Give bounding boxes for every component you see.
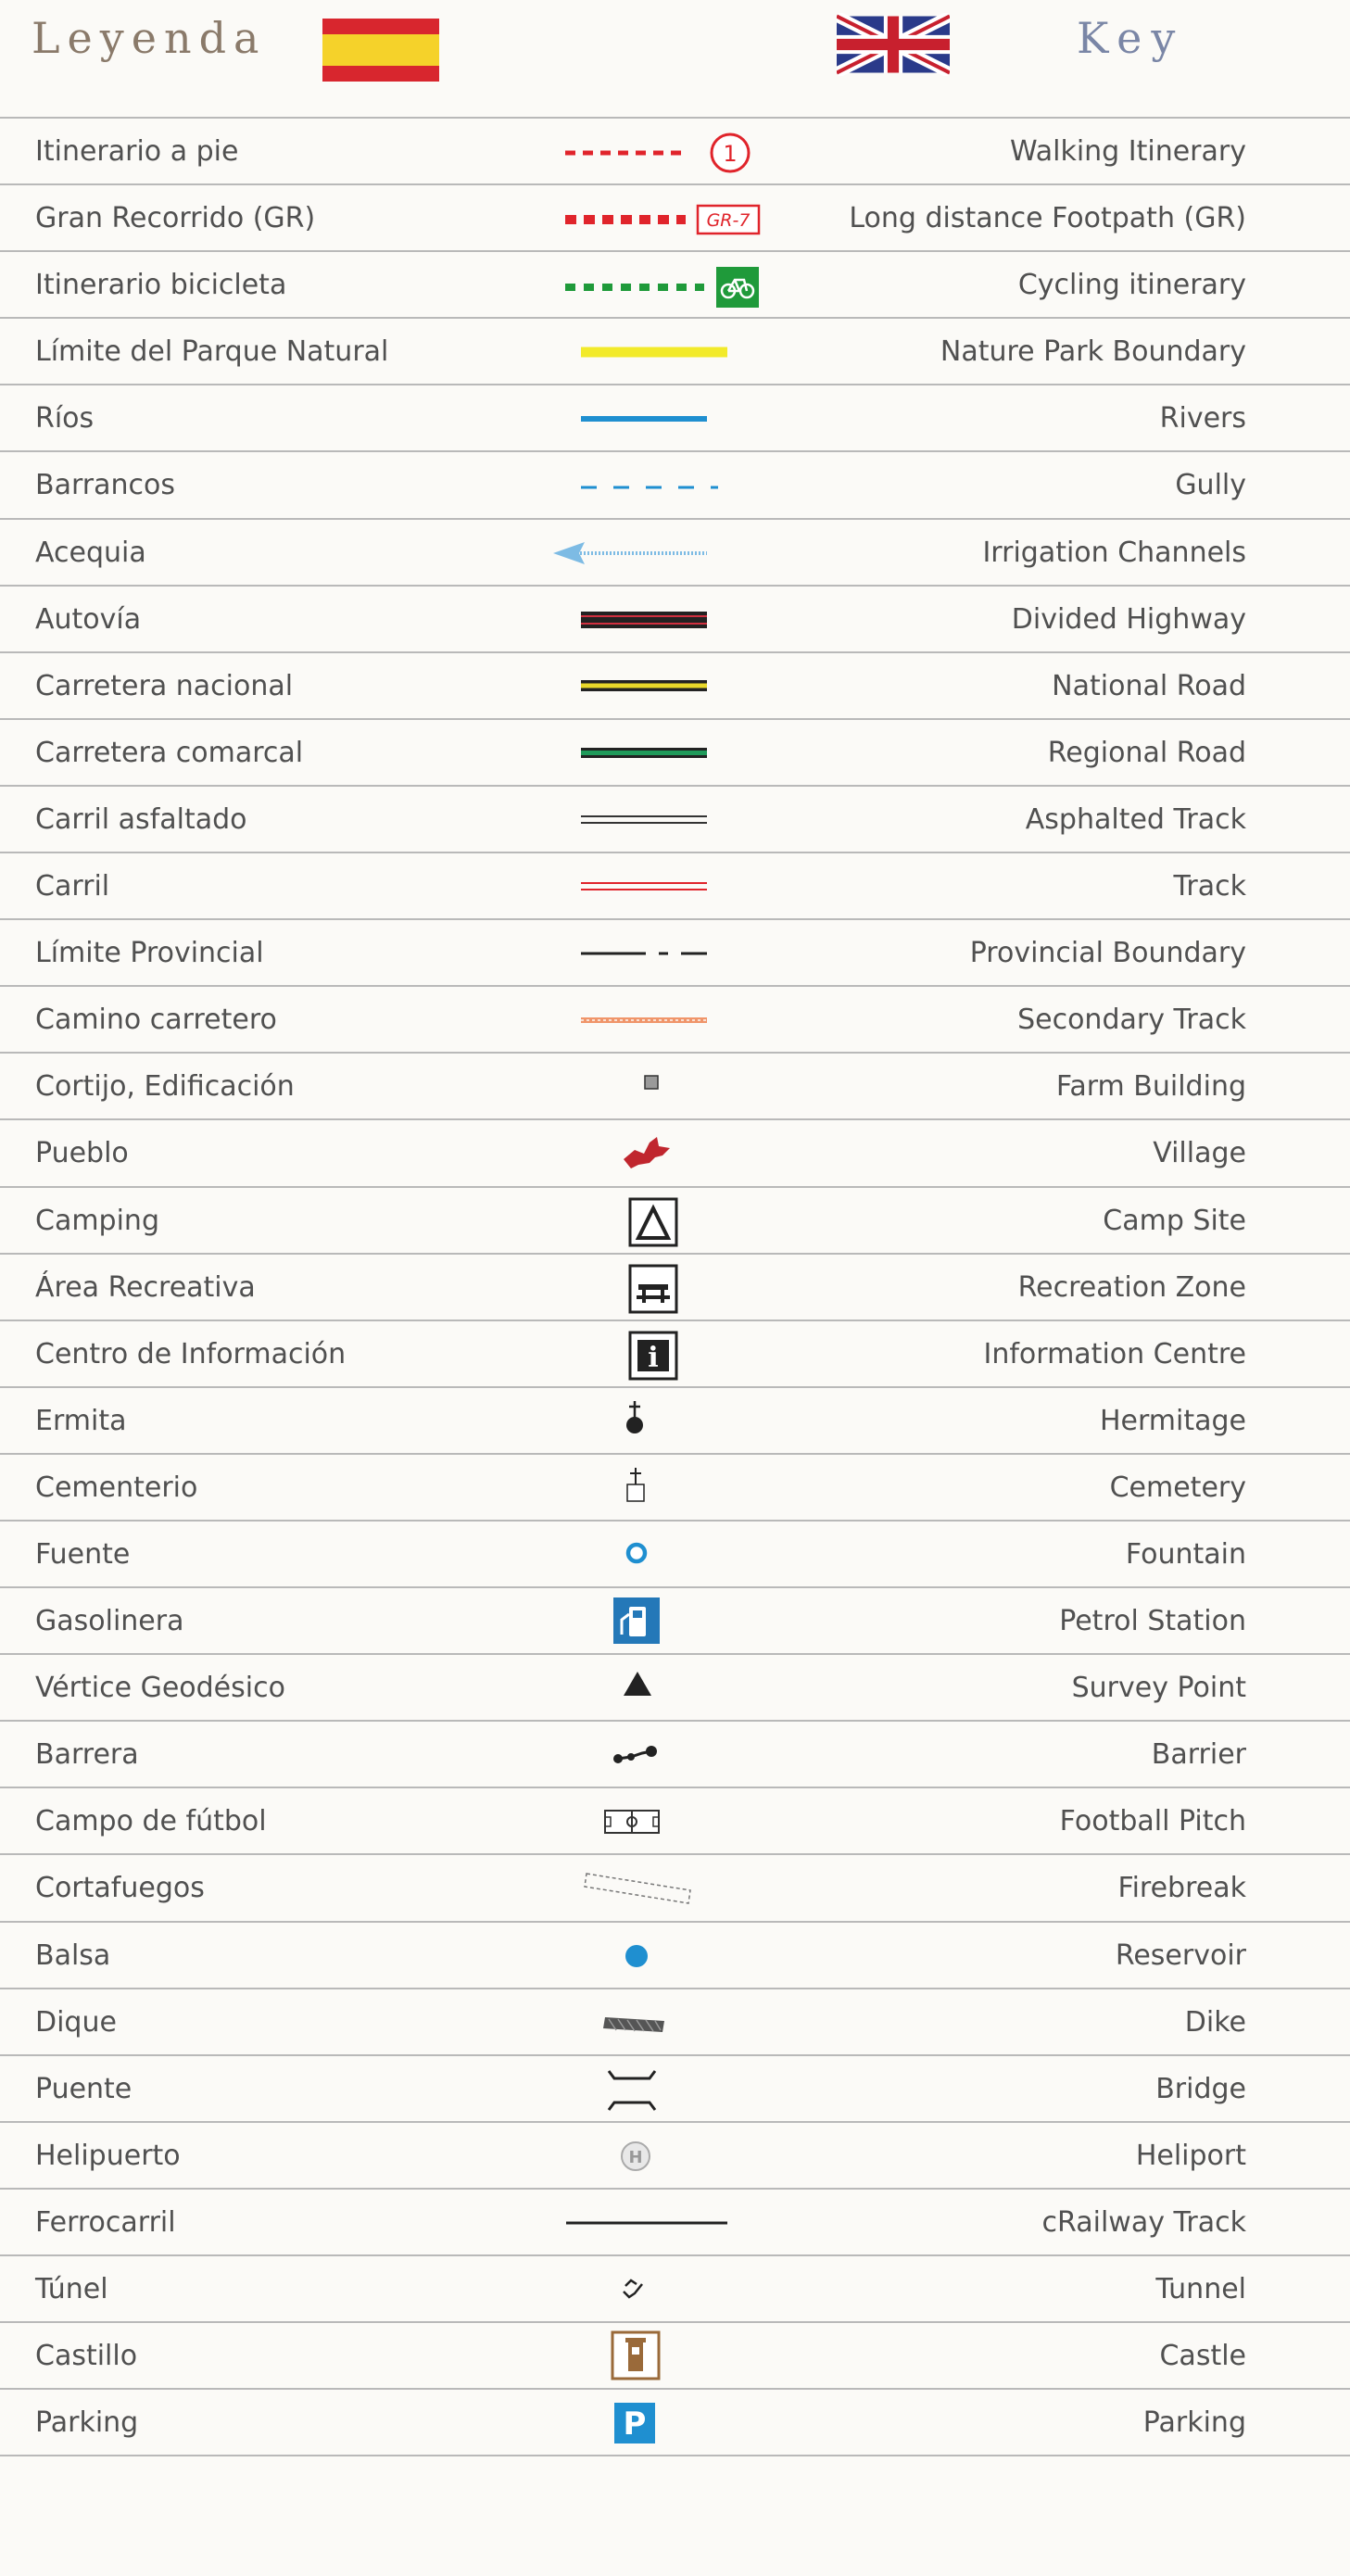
village-icon — [542, 1120, 764, 1185]
track-icon — [542, 853, 764, 918]
legend-row — [0, 185, 1350, 252]
legend-row — [0, 1989, 1350, 2056]
label-es: Puente — [35, 2072, 132, 2105]
label-es: Ríos — [35, 402, 95, 436]
petrol-station-icon — [542, 1588, 764, 1653]
legend-row — [0, 319, 1350, 385]
legend-row — [0, 1655, 1350, 1722]
label-es: Vértice Geodésico — [35, 1672, 285, 1705]
label-en: Barrier — [1151, 1738, 1246, 1772]
legend-row — [0, 2190, 1350, 2256]
legend-row — [0, 987, 1350, 1054]
label-en: Regional Road — [1047, 736, 1246, 769]
label-en: Recreation Zone — [1017, 1270, 1246, 1304]
legend-header — [0, 0, 1350, 117]
legend-row — [0, 2056, 1350, 2123]
heliport-letter: H — [628, 2147, 643, 2167]
park-boundary-icon — [542, 319, 764, 384]
river-icon — [542, 385, 764, 450]
parking-letter: P — [623, 2406, 647, 2443]
label-en: Cemetery — [1109, 1471, 1246, 1504]
asphalted-track-icon — [542, 787, 764, 852]
legend-row — [0, 2123, 1350, 2190]
legend-row — [0, 2323, 1350, 2390]
divided-highway-icon — [542, 587, 764, 651]
label-en: Cycling itinerary — [1017, 269, 1246, 302]
legend-row — [0, 1321, 1350, 1388]
label-es: Cementerio — [35, 1471, 198, 1504]
legend-row — [0, 1722, 1350, 1788]
legend-list — [0, 117, 1350, 2456]
walking-itinerary-icon — [542, 119, 764, 183]
gr-label: GR-7 — [706, 210, 751, 232]
title-spanish: Leyenda — [32, 13, 267, 63]
camp-site-icon — [542, 1188, 764, 1253]
label-es: Acequia — [35, 536, 146, 569]
label-es: Barrancos — [35, 469, 175, 502]
label-en: Reservoir — [1115, 1938, 1246, 1972]
label-es: Castillo — [35, 2340, 138, 2373]
label-es: Campo de fútbol — [35, 1805, 267, 1838]
label-es: Carril asfaltado — [35, 802, 247, 836]
legend-row — [0, 720, 1350, 787]
legend-row — [0, 1588, 1350, 1655]
label-en: Farm Building — [1055, 1070, 1246, 1104]
legend-row — [0, 587, 1350, 653]
label-es: Camping — [35, 1204, 159, 1237]
legend-row — [0, 1455, 1350, 1522]
reservoir-icon — [542, 1923, 764, 1988]
dike-icon — [542, 1989, 764, 2054]
label-en: Rivers — [1159, 402, 1246, 436]
label-en: cRailway Track — [1041, 2205, 1246, 2239]
gully-icon — [542, 452, 764, 517]
legend-row — [0, 920, 1350, 987]
label-es: Fuente — [35, 1537, 131, 1571]
label-es: Pueblo — [35, 1137, 129, 1170]
label-en: Survey Point — [1071, 1672, 1246, 1705]
label-en: Parking — [1142, 2406, 1246, 2440]
label-es: Balsa — [35, 1938, 111, 1972]
label-en: National Road — [1052, 669, 1246, 702]
legend-row — [0, 452, 1350, 519]
label-en: Secondary Track — [1017, 1004, 1246, 1037]
bridge-icon — [542, 2056, 764, 2121]
label-es: Área Recreativa — [35, 1270, 256, 1304]
label-es: Túnel — [35, 2273, 108, 2305]
secondary-track-icon — [542, 987, 764, 1052]
label-es: Carretera nacional — [35, 669, 294, 702]
information-centre-icon — [542, 1321, 764, 1386]
label-en: Village — [1153, 1137, 1246, 1170]
irrigation-channel-icon — [542, 520, 764, 585]
label-es: Cortijo, Edificación — [35, 1070, 295, 1104]
label-en: Fountain — [1125, 1537, 1246, 1571]
recreation-zone-icon — [542, 1255, 764, 1320]
label-es: Dique — [35, 2005, 117, 2039]
label-en: Irrigation Channels — [982, 536, 1246, 569]
label-en: Football Pitch — [1059, 1805, 1246, 1838]
label-en: Asphalted Track — [1025, 802, 1246, 836]
label-es: Carril — [35, 870, 110, 903]
label-en: Castle — [1159, 2340, 1246, 2373]
label-en: Bridge — [1155, 2072, 1246, 2105]
firebreak-icon — [542, 1855, 764, 1920]
cycling-itinerary-icon — [542, 252, 764, 317]
football-pitch-icon — [542, 1788, 764, 1853]
label-es: Carretera comarcal — [35, 736, 304, 769]
label-es: Itinerario bicicleta — [35, 269, 287, 302]
label-es: Límite del Parque Natural — [35, 335, 389, 369]
heliport-icon — [542, 2123, 764, 2188]
legend-row — [0, 1522, 1350, 1588]
walking-number: 1 — [723, 141, 738, 167]
provincial-boundary-icon — [542, 920, 764, 985]
label-en: Dike — [1184, 2005, 1246, 2039]
label-en: Nature Park Boundary — [940, 335, 1246, 369]
hermitage-icon — [542, 1388, 764, 1453]
tunnel-icon — [542, 2256, 764, 2321]
legend-row — [0, 1923, 1350, 1989]
castle-icon — [542, 2323, 764, 2388]
fountain-icon — [542, 1522, 764, 1586]
title-english: Key — [1077, 13, 1185, 63]
label-en: Provincial Boundary — [969, 937, 1246, 970]
regional-road-icon — [542, 720, 764, 785]
legend-row — [0, 252, 1350, 319]
label-es: Ermita — [35, 1404, 127, 1437]
label-en: Long distance Footpath (GR) — [849, 202, 1246, 235]
parking-icon — [542, 2390, 764, 2455]
survey-point-icon — [542, 1655, 764, 1720]
info-letter: i — [648, 1341, 659, 1374]
uk-flag-icon — [837, 13, 950, 76]
label-en: Firebreak — [1117, 1872, 1246, 1905]
legend-row — [0, 1255, 1350, 1321]
cemetery-icon — [542, 1455, 764, 1520]
label-es: Centro de Información — [35, 1337, 347, 1370]
legend-row — [0, 653, 1350, 720]
legend-row — [0, 1120, 1350, 1187]
legend-row — [0, 1188, 1350, 1255]
label-es: Camino carretero — [35, 1004, 277, 1037]
legend-row — [0, 787, 1350, 853]
national-road-icon — [542, 653, 764, 718]
legend-row — [0, 385, 1350, 452]
legend-row — [0, 1054, 1350, 1120]
label-es: Parking — [35, 2406, 139, 2440]
label-en: Gully — [1175, 469, 1246, 502]
label-en: Camp Site — [1103, 1204, 1246, 1237]
label-es: Helipuerto — [35, 2139, 181, 2172]
label-en: Hermitage — [1099, 1404, 1246, 1437]
label-es: Autovía — [35, 602, 142, 636]
label-en: Tunnel — [1155, 2273, 1246, 2305]
legend-row — [0, 1388, 1350, 1455]
gr-footpath-icon — [542, 185, 764, 250]
spain-flag-icon — [322, 19, 439, 82]
legend-row — [0, 119, 1350, 185]
legend-row — [0, 1855, 1350, 1922]
legend-row — [0, 520, 1350, 587]
label-es: Gran Recorrido (GR) — [35, 202, 316, 235]
legend-row — [0, 2390, 1350, 2456]
railway-track-icon — [542, 2190, 764, 2254]
label-en: Petrol Station — [1059, 1605, 1246, 1638]
label-en: Information Centre — [983, 1337, 1246, 1370]
label-en: Track — [1173, 870, 1246, 903]
farm-building-icon — [542, 1054, 764, 1118]
label-en: Walking Itinerary — [1010, 135, 1246, 168]
barrier-icon — [542, 1722, 764, 1787]
label-es: Barrera — [35, 1738, 139, 1772]
label-es: Cortafuegos — [35, 1872, 205, 1905]
legend-row — [0, 1788, 1350, 1855]
label-en: Divided Highway — [1011, 602, 1246, 636]
label-es: Límite Provincial — [35, 937, 264, 970]
label-en: Heliport — [1135, 2139, 1246, 2172]
label-es: Gasolinera — [35, 1605, 184, 1638]
legend-row — [0, 2256, 1350, 2323]
legend-row — [0, 853, 1350, 920]
label-es: Itinerario a pie — [35, 135, 239, 168]
label-es: Ferrocarril — [35, 2205, 176, 2239]
